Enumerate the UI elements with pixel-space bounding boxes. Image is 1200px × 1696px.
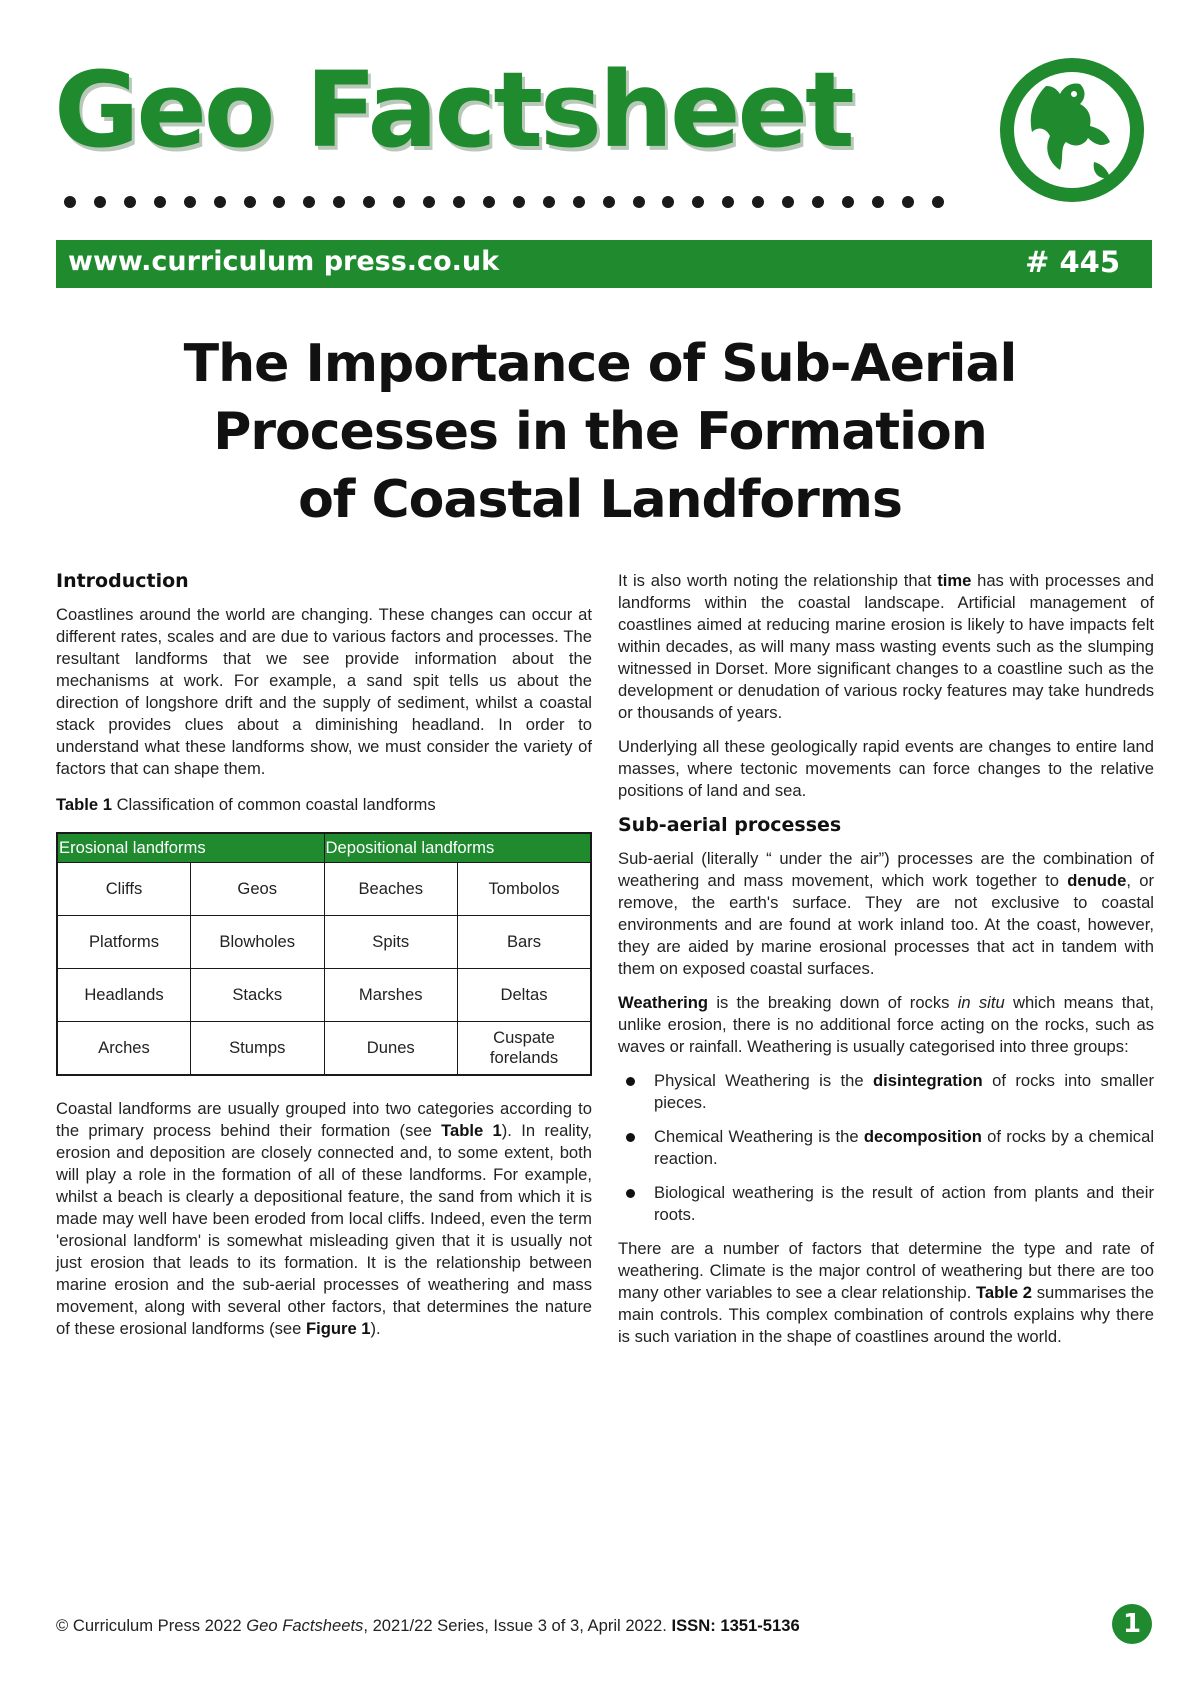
- table-row: [57, 1022, 591, 1076]
- header-banner: [56, 240, 1152, 288]
- text-run: It is also worth noting the relationship that: [618, 571, 938, 590]
- divider-dot: [603, 196, 615, 208]
- text-run: ). In reality, erosion and deposition are closely connected and, to some extent, both will play a role in the formation of all of these landforms. For example, whilst a beach is clearly a depositional feature, the sand from which it is made may well have been eroded from local cliffs. Indeed, even the term 'erosional landform' is somewhat misleading given that it is usually not just erosion that leads to its formation. It is the relationship between marine erosion and the sub-aerial processes of weathering and mass movement, along with several other factors, that determines the nature of these erosional landforms (see: [56, 1121, 592, 1338]
- factors-paragraph: [618, 1238, 1154, 1348]
- article-title: [120, 330, 1080, 534]
- text-run: Coastal landforms are usually grouped into two categories according to the primary process behind their formation (see: [56, 1099, 592, 1140]
- divider-dot: [543, 196, 555, 208]
- right-column: [618, 570, 1154, 1360]
- table-header-depositional: Depositional landforms: [324, 833, 591, 863]
- table-cell: Headlands: [57, 969, 191, 1022]
- time-paragraph: [618, 570, 1154, 724]
- bold-term: time: [937, 571, 972, 590]
- divider-dot: [932, 196, 944, 208]
- subaerial-paragraph: [618, 848, 1154, 980]
- publication-name: Geo Factsheets: [246, 1616, 364, 1635]
- subaerial-heading: Sub-aerial processes: [618, 814, 842, 836]
- table-row: [57, 969, 591, 1022]
- table-cell: Cliffs: [57, 863, 191, 916]
- divider-dot: [872, 196, 884, 208]
- table-cell: Beaches: [324, 863, 458, 916]
- divider-dot: [184, 196, 196, 208]
- divider-dot: [513, 196, 525, 208]
- divider-dot: [333, 196, 345, 208]
- text-run: summarises the main controls. This complex combination of controls explains why there is such variation in the shape of coastlines around the world.: [618, 1283, 1155, 1346]
- text-run: has with processes and landforms within the coastal landscape. Artificial management of coastlines aimed at reducing marine erosion is likely to have impacts felt within decades, as will many mass wasting events such as the slumping witnessed in Dorset. More significant changes to a coastline such as the development or denudation of various rocky features may take hundreds or thousands of years.: [618, 571, 1154, 722]
- table-cell: Stumps: [191, 1022, 325, 1076]
- footer-citation: [56, 1616, 800, 1636]
- table-cell: Stacks: [191, 969, 325, 1022]
- tectonic-paragraph: Underlying all these geologically rapid events are changes to entire land masses, where tectonic movements can force changes to the relative positions of land and sea.: [618, 737, 1154, 800]
- divider-dot: [363, 196, 375, 208]
- divider-dot: [244, 196, 256, 208]
- table-reference: Table 1: [441, 1121, 502, 1140]
- text-run: Chemical Weathering is the: [654, 1127, 864, 1146]
- divider-dot: [812, 196, 824, 208]
- divider-dot: [303, 196, 315, 208]
- divider-dot: [842, 196, 854, 208]
- text-run: , 2021/22 Series, Issue 3 of 3, April 2022.: [363, 1616, 672, 1635]
- text-run: , or remove, the earth's surface. They are not exclusive to coastal environments and are found at work inland too. At the coast, however, they are aided by marine erosional processes that act in tandem with them on exposed coastal surfaces.: [618, 871, 1154, 978]
- introduction-paragraph: Coastlines around the world are changing. These changes can occur at different rates, scales and are due to various factors and processes. The resultant landforms that we see provide information about the mechanisms at work. For example, a sand spit tells us about the direction of longshore drift and the supply of sediment, whilst a coastal stack provides clues about a diminishing headland. In order to understand what these landforms show, we must consider the variety of factors that can shape them.: [56, 605, 592, 778]
- table-cell: Geos: [191, 863, 325, 916]
- table-cell: Deltas: [458, 969, 592, 1022]
- table-header-erosional: Erosional landforms: [57, 833, 324, 863]
- divider-dot: [124, 196, 136, 208]
- website-link[interactable]: www.curriculum press.co.uk: [68, 246, 500, 277]
- table-cell: Spits: [324, 916, 458, 969]
- divider-dot: [722, 196, 734, 208]
- divider-dot: [423, 196, 435, 208]
- list-item: [618, 1126, 1154, 1170]
- list-item: [618, 1182, 1154, 1226]
- issue-number: # 445: [1025, 245, 1120, 279]
- classification-paragraph: [56, 1098, 592, 1340]
- table-cell: Blowholes: [191, 916, 325, 969]
- divider-dot: [573, 196, 585, 208]
- bold-term: denude: [1067, 871, 1127, 890]
- landforms-table: [56, 832, 592, 1076]
- title-line: Processes in the Formation: [213, 402, 987, 462]
- divider-dot: [64, 196, 76, 208]
- figure-reference: Figure 1: [305, 1319, 371, 1338]
- table-cell: Cuspate forelands: [458, 1022, 592, 1076]
- table-reference: Table 2: [975, 1283, 1033, 1302]
- table-cell: Tombolos: [458, 863, 592, 916]
- divider-dot: [752, 196, 764, 208]
- table-cell: Arches: [57, 1022, 191, 1076]
- bold-term: decomposition: [863, 1127, 982, 1146]
- text-run: of rocks into smaller pieces.: [654, 1071, 1154, 1112]
- list-item: [618, 1070, 1154, 1114]
- page-number: 1: [1112, 1604, 1152, 1644]
- dot-divider: [64, 196, 944, 214]
- divider-dot: [782, 196, 794, 208]
- table-cell: Platforms: [57, 916, 191, 969]
- divider-dot: [273, 196, 285, 208]
- title-line: of Coastal Landforms: [298, 470, 902, 530]
- divider-dot: [662, 196, 674, 208]
- text-run: Biological weathering is the result of action from plants and their roots.: [654, 1183, 1154, 1224]
- divider-dot: [483, 196, 495, 208]
- divider-dot: [393, 196, 405, 208]
- italic-term: in situ: [957, 993, 1005, 1012]
- table-row: [57, 863, 591, 916]
- text-run: Sub-aerial (literally “ under the air”) processes are the combination of weathering and mass movement, which work together to: [618, 849, 1154, 890]
- table-caption: [56, 794, 592, 816]
- globe-figure-icon: [994, 52, 1150, 208]
- text-run: of rocks by a chemical reaction.: [654, 1127, 1155, 1168]
- table-cell: Marshes: [324, 969, 458, 1022]
- divider-dot: [94, 196, 106, 208]
- divider-dot: [692, 196, 704, 208]
- divider-dot: [154, 196, 166, 208]
- introduction-heading: Introduction: [56, 570, 189, 592]
- text-run: is the breaking down of rocks: [708, 993, 958, 1012]
- bold-term: Weathering: [618, 993, 709, 1012]
- text-run: ).: [370, 1319, 381, 1338]
- text-run: Physical Weathering is the: [654, 1071, 873, 1090]
- divider-dot: [633, 196, 645, 208]
- divider-dot: [214, 196, 226, 208]
- table-caption-text: Classification of common coastal landforms: [111, 795, 436, 814]
- issn: ISSN: 1351-5136: [671, 1616, 800, 1635]
- table-caption-label: Table 1: [56, 795, 112, 814]
- title-line: The Importance of Sub-Aerial: [183, 334, 1017, 394]
- divider-dot: [453, 196, 465, 208]
- text-run: © Curriculum Press 2022: [56, 1616, 247, 1635]
- table-cell: Dunes: [324, 1022, 458, 1076]
- left-column: [56, 570, 592, 1352]
- text-run: There are a number of factors that determine the type and rate of weathering. Climate is the major control of weathering but there are too many other variables to see a clear relationship.: [618, 1239, 1154, 1302]
- divider-dot: [902, 196, 914, 208]
- weathering-types-list: [618, 1070, 1154, 1226]
- text-run: which means that, unlike erosion, there is no additional force acting on the rocks, such as waves or rainfall. Weathering is usually categorised into three groups:: [618, 993, 1154, 1056]
- table-row: [57, 916, 591, 969]
- table-header-row: [57, 833, 591, 863]
- bold-term: disintegration: [872, 1071, 983, 1090]
- masthead-title: Geo Factsheet: [54, 49, 852, 171]
- weathering-paragraph: [618, 992, 1154, 1058]
- table-cell: Bars: [458, 916, 592, 969]
